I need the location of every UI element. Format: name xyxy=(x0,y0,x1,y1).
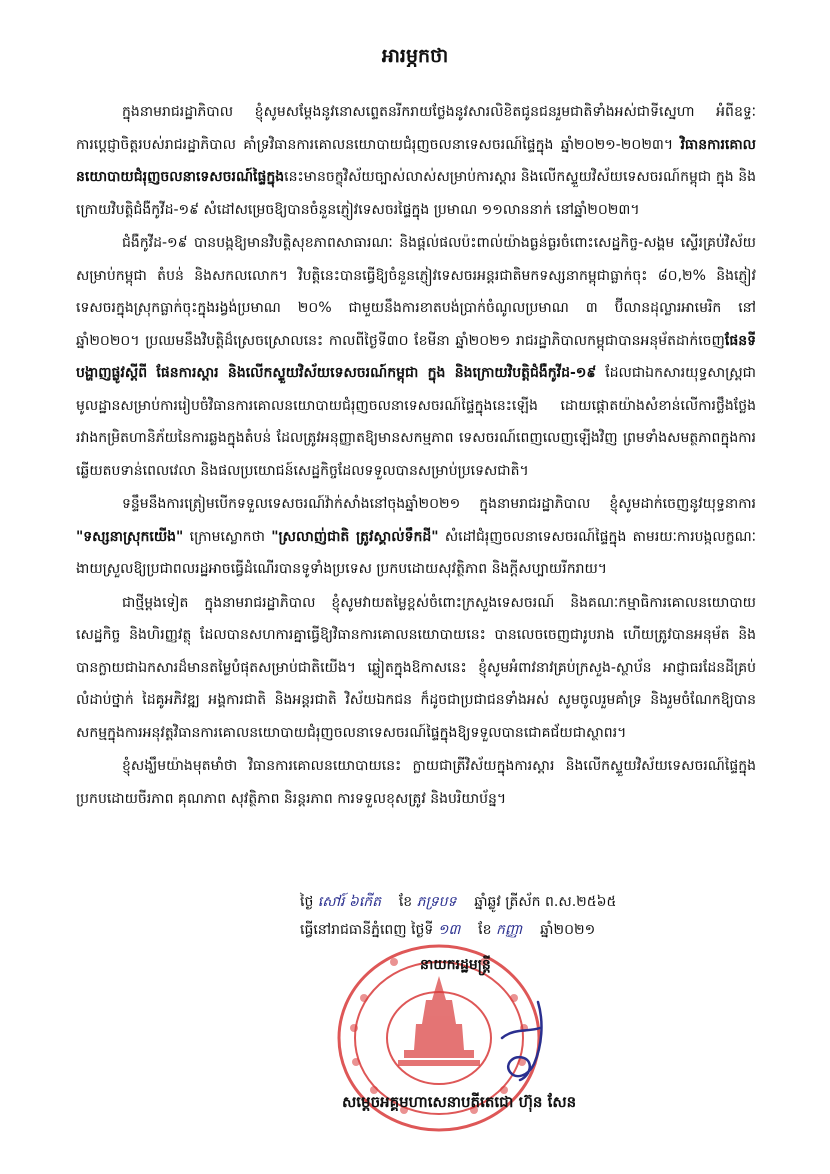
body-paragraph xyxy=(76,227,756,487)
paragraph-text: ខ្ញុំសង្ឃឹមយ៉ាងមុតមាំថា វិធានការគោលនយោបាយនេះ ក្លាយជាត្រីវិស័យក្នុងការស្តារ និងលើកស្ទួយវិស័យទេសចរណ៍ផ្ទៃក្នុង ប្រកបដោយចីរភាព គុណភាព សុវត្ថិភាព និរន្តរភាព ការទទួលខុសត្រូវ និងបរិយាប័ន្ន។ xyxy=(76,758,756,807)
year-text: ឆ្នាំឆ្លូវ ត្រីស័ក ព.ស.២៥៦៥ xyxy=(474,894,617,910)
date-block xyxy=(300,888,760,944)
document-body xyxy=(76,96,756,816)
place-month-label: ខែ xyxy=(478,922,492,938)
place-year-text: ឆ្នាំ២០២១ xyxy=(540,922,596,938)
document-title: អារម្ភកថា xyxy=(381,45,449,67)
signature-mark xyxy=(480,998,560,1083)
place-month-handwritten: កញ្ញា xyxy=(495,922,523,938)
body-paragraph xyxy=(76,587,756,750)
month-label: ខែ xyxy=(398,894,413,910)
emphasized-text: "ស្រលាញ់ជាតិ ត្រូវស្គាល់ទឹកដី" xyxy=(271,528,439,545)
signatory-title: នាយករដ្ឋមន្ត្រី xyxy=(420,957,491,973)
body-paragraph xyxy=(76,750,756,815)
month-handwritten: ភទ្របទ xyxy=(416,894,457,910)
place-text: ធ្វើនៅរាជធានីភ្នំពេញ ថ្ងៃទី xyxy=(300,922,434,938)
paragraph-text: នេះមានចក្ខុវិស័យច្បាស់លាស់សម្រាប់ការស្តារ និងលើកស្ទួយវិស័យទេសចរណ៍កម្ពុជា ក្នុង និងក្រោយវិបត្តិជំងឺកូវីដ-១៩ សំដៅសម្រេចឱ្យបានចំនួនភ្ញៀវទេសចរផ្ទៃក្នុង ប្រមាណ ១១លាននាក់ នៅឆ្នាំ២០២៣។ xyxy=(76,169,756,218)
body-paragraph xyxy=(76,96,756,226)
emphasized-text: "ទស្សនាស្រុកយើង" xyxy=(76,528,184,545)
day-handwritten: សៅរ៍ ៦កើត xyxy=(317,894,382,910)
paragraph-text: ទន្ទឹមនឹងការត្រៀមបើកទទួលទេសចរណ៍វ៉ាក់សាំងនៅចុងឆ្នាំ២០២១ ក្នុងនាមរាជរដ្ឋាភិបាល ខ្ញុំសូមដាក់ចេញនូវយុទ្ធនាការ xyxy=(122,496,756,512)
day-label: ថ្ងៃ xyxy=(300,894,314,910)
emphasized-text: ផែនទីបង្ហាញផ្លូវស្តីពី ផែនការស្តារ និងលើកស្ទួយវិស័យទេសចរណ៍កម្ពុជា ក្នុង និងក្រោយវិបត្តិជំងឺកូវីដ-១៩ xyxy=(76,332,756,381)
body-paragraph xyxy=(76,488,756,586)
lunar-date-line xyxy=(300,888,760,916)
paragraph-text: សំដៅជំរុញចលនាទេសចរណ៍ផ្ទៃក្នុង តាមរយៈការបង្កលក្ខណៈងាយស្រួលឱ្យប្រជាពលរដ្ឋអាចធ្វើដំណើរបានទូទាំងប្រទេស ប្រកបដោយសុវត្ថិភាព និងក្តីសប្បាយរីករាយ។ xyxy=(76,528,756,577)
paragraph-text: ជំងឺកូវីដ-១៩ បានបង្កឱ្យមានវិបត្តិសុខភាពសាធារណៈ និងផ្តល់ផលប៉ះពាល់យ៉ាងធ្ងន់ធ្ងរចំពោះសេដ្ឋកិច្ច-សង្គម ស្ទើរគ្រប់វិស័យ សម្រាប់កម្ពុជា តំបន់ និងសកលលោក។ វិបត្តិនេះបានធ្វើឱ្យចំនួនភ្ញៀវទេសចរអន្តរជាតិមកទស្សនាកម្ពុជាធ្លាក់ចុះ ៨០,២% និងភ្ញៀវទេសចរក្នុងស្រុកធ្លាក់ចុះក្នុងរង្វង់ប្រមាណ ២០% ជាមួយនឹងការខាតបង់ប្រាក់ចំណូលប្រមាណ ៣ ប៊ីលានដុល្លារអាមេរិក នៅឆ្នាំ២០២០។ ប្រឈមនឹងវិបត្តិដ៏ស្រេចស្រោលនេះ កាលពីថ្ងៃទី៣០ ខែមីនា ឆ្នាំ២០២១ រាជរដ្ឋាភិបាលកម្ពុជាបានអនុម័តដាក់ចេញ xyxy=(76,235,756,349)
emphasized-text: វិធានការគោលនយោបាយជំរុញចលនាទេសចរណ៍ផ្ទៃក្នុង xyxy=(76,136,756,185)
paragraph-text: ក្នុងនាមរាជរដ្ឋាភិបាល ខ្ញុំសូមសម្តែងនូវនោសព្ទេតនរីករាយថ្លែងនូវសារលិខិតជូនជនរួមជាតិទាំងអស់ជាទីស្នេហា អំពីឧទ្ទៈ ការប្តេជ្ញាចិត្តរបស់រាជរដ្ឋាភិបាល គាំទ្រវិធានការគោលនយោបាយជំរុញចលនាទេសចរណ៍ផ្ទៃក្នុង ឆ្នាំ២០២១-២០២៣។ xyxy=(76,104,756,153)
place-day-handwritten: ១៣ xyxy=(437,922,461,938)
paragraph-text: ដែលជាឯកសារយុទ្ធសាស្ត្រជាមូលដ្ឋានសម្រាប់ការរៀបចំវិធានការគោលនយោបាយជំរុញចលនាទេសចរណ៍ផ្ទៃក្នុងនេះឡើង ដោយផ្តោតយ៉ាងសំខាន់លើការថ្លឹងថ្លែង រវាងកម្រិតហានិភ័យនៃការឆ្លងក្នុងតំបន់ ដែលត្រូវអនុញ្ញាតឱ្យមានសកម្មភាព ទេសចរណ៍ពេញលេញឡើងវិញ ព្រមទាំងសមត្ថភាពក្នុងការឆ្លើយតបទាន់ពេលវេលា និងផលប្រយោជន៍សេដ្ឋកិច្ចដែលទទួលបានសម្រាប់ប្រទេសជាតិ។ xyxy=(76,365,756,479)
paragraph-text: ជាថ្មីម្តងទៀត ក្នុងនាមរាជរដ្ឋាភិបាល ខ្ញុំសូមវាយតម្លៃខ្ពស់ចំពោះក្រសួងទេសចរណ៍ និងគណៈកម្មាធិការគោលនយោបាយសេដ្ឋកិច្ច និងហិរញ្ញវត្ថុ ដែលបានសហការគ្នាធ្វើឱ្យវិធានការគោលនយោបាយនេះ បានលេចចេញជារូបរាង ហើយត្រូវបានអនុម័ត និងបានក្លាយជាឯកសារដ៏មានតម្លៃបំផុតសម្រាប់ជាតិយើង។ ឆ្លៀតក្នុងឱកាសនេះ ខ្ញុំសូមអំពាវនាវគ្រប់ក្រសួង-ស្ថាប័ន អាជ្ញាធរដែនដីគ្រប់លំដាប់ថ្នាក់ ដៃគូអភិវឌ្ឍ អង្គការជាតិ និងអន្តរជាតិ វិស័យឯកជន ក៏ដូចជាប្រជាជនទាំងអស់ សូមចូលរួមគាំទ្រ និងរួមចំណែកឱ្យបានសកម្មក្នុងការអនុវត្តវិធានការគោលនយោបាយជំរុញចលនាទេសចរណ៍ផ្ទៃក្នុងឱ្យទទួលបានជោគជ័យជាស្ថាពរ។ xyxy=(76,594,756,741)
signatory-name: សម្តេចអគ្គមហាសេនាបតីតេជោ ហ៊ុន សែន xyxy=(342,1093,577,1111)
paragraph-text: ក្រោមស្លោកថា xyxy=(183,528,272,545)
